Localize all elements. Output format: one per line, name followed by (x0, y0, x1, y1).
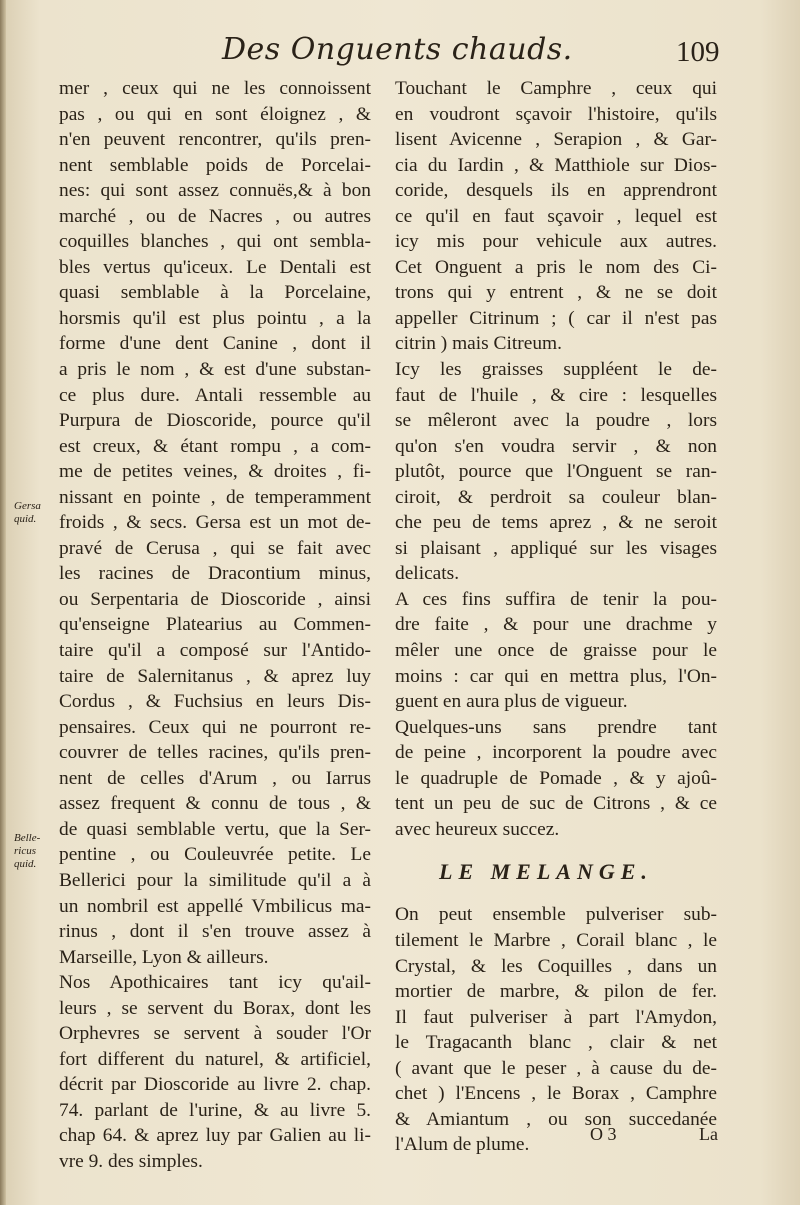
text-line: le quadruple de Pomade , & y ajoû- (395, 767, 717, 789)
text-line: n'en peuvent rencontrer, qu'ils pren- (59, 129, 371, 151)
text-line: mer , ceux qui ne les connoissent (59, 78, 371, 99)
text-line: taire qu'il a composé sur l'Antido- (59, 640, 371, 662)
text-line: rinus , dont il s'en trouve assez à (59, 921, 371, 943)
text-line: nent semblable poids de Porcelai- (59, 154, 371, 176)
text-line: mortier de marbre, & pilon de fer. (395, 981, 717, 1003)
text-line: quasi semblable à la Porcelaine, (59, 282, 371, 304)
text-line: se mêleront avec la poudre , lors (395, 410, 717, 432)
text-line: nissant en pointe , de temperamment (59, 486, 371, 508)
text-line: leurs , se servent du Borax, dont les (59, 997, 371, 1019)
text-line: de quasi semblable vertu, que la Ser- (59, 818, 371, 840)
text-line: pensaires. Ceux qui ne pourront re- (59, 716, 371, 738)
text-line: Cordus , & Fuchsius en leurs Dis- (59, 691, 371, 713)
text-line: plutôt, pource que l'Onguent se ran- (395, 461, 717, 483)
text-line: avec heureux succez. (395, 818, 560, 840)
text-line: pentine , ou Couleuvrée petite. Le (59, 844, 371, 866)
text-line: l'Alum de plume. (395, 1134, 530, 1156)
text-line: cia du Iardin , & Matthiole sur Dios- (395, 154, 717, 176)
text-line: taire de Salernitanus , & aprez luy (59, 665, 371, 687)
text-line: citrin ) mais Citreum. (395, 333, 562, 355)
text-line: fort different du naturel, & artificiel, (59, 1048, 371, 1070)
text-line: Cet Onguent a pris le nom des Ci- (395, 256, 717, 278)
text-line: Purpura de Dioscoride, pource qu'il (59, 410, 371, 432)
text-line: décrit par Dioscoride au livre 2. chap. (59, 1074, 371, 1096)
text-line: Quelques-uns sans prendre tant (395, 716, 717, 738)
text-line: faut de l'huile , & cire : lesquelles (395, 384, 717, 406)
text-line: a pris le nom , & est d'une substan- (59, 359, 371, 381)
text-line: pravé de Cerusa , qui se fait avec (59, 537, 371, 559)
page-gutter-shadow (0, 0, 6, 1205)
text-line: trons qui y entrent , & ne se doit (395, 282, 717, 304)
running-head: Des Onguents chauds. (222, 32, 573, 67)
right-column-bottom (395, 902, 717, 1157)
text-line: guent en aura plus de vigueur. (395, 691, 628, 713)
text-line: Icy les graisses suppléent le de- (395, 359, 717, 381)
text-line: Bellerici pour la similitude qu'il a à (59, 869, 371, 891)
text-line: tent un peu de suc de Citrons , & ce (395, 793, 717, 815)
text-line: nent de celles d'Arum , ou Iarrus (59, 767, 371, 789)
text-line: icy mis pour vehicule aux autres. (395, 231, 717, 253)
text-line: coride, desquels ils en apprendront (395, 180, 717, 202)
text-line: & Amiantum , ou son succedanée (395, 1108, 717, 1130)
text-line: Marseille, Lyon & ailleurs. (59, 946, 269, 968)
text-line: pas , ou qui en sont éloignez , & (59, 103, 371, 125)
text-line: nes: qui sont assez connuës,& à bon (59, 180, 371, 202)
text-line: moins : car qui en mettra plus, l'On- (395, 665, 717, 687)
right-column (395, 76, 717, 1158)
margin-note-gersa: Gersa quid. (14, 500, 41, 525)
text-line: les racines de Dracontium minus, (59, 563, 371, 585)
catchword: La (699, 1124, 718, 1144)
text-line: me de petites veines, & droites , fi- (59, 461, 371, 483)
text-line: ou Serpentaria de Dioscoride , ainsi (59, 588, 371, 610)
text-line: Touchant le Camphre , ceux qui (395, 78, 717, 99)
text-line: assez frequent & connu de tous , & (59, 793, 371, 815)
text-line: Orphevres se servent à souder l'Or (59, 1023, 371, 1045)
text-line: Il faut pulveriser à part l'Amydon, (395, 1006, 717, 1028)
text-line: si plaisant , appliqué sur les visages (395, 537, 717, 559)
text-line: ciroit, & perdroit sa couleur blan- (395, 486, 717, 508)
text-line: le Tragacanth blanc , clair & net (395, 1032, 717, 1054)
text-line: ce qu'il en faut sçavoir , lequel est (395, 205, 717, 227)
text-line: mêler une once de graisse pour le (395, 640, 717, 662)
text-line: che peu de tems aprez , & ne seroit (395, 512, 717, 534)
text-line: lisent Avicenne , Serapion , & Gar- (395, 129, 717, 151)
signature-mark: O 3 (590, 1124, 617, 1144)
text-line: 74. parlant de l'urine, & au livre 5. (59, 1099, 371, 1121)
text-line: horsmis qu'il est plus pointu , a la (59, 307, 371, 329)
text-line: dre faite , & pour une drachme y (395, 614, 717, 636)
margin-note-bellericus: Belle-ricus quid. (14, 832, 41, 870)
text-line: On peut ensemble pulveriser sub- (395, 904, 717, 926)
text-line: ce plus dure. Antali ressemble au (59, 384, 371, 406)
text-line: delicats. (395, 563, 460, 585)
text-line: coquilles blanches , qui ont sembla- (59, 231, 371, 253)
text-line: froids , & secs. Gersa est un mot de- (59, 512, 371, 534)
text-line: qu'on s'en voudra servir , & non (395, 435, 717, 457)
section-heading: LE MELANGE. (439, 859, 653, 885)
text-line: qu'enseigne Platearius au Commen- (59, 614, 371, 636)
left-column (59, 76, 371, 1175)
text-line: chap 64. & aprez luy par Galien au li- (59, 1125, 371, 1147)
text-line: un nombril est appellé Vmbilicus ma- (59, 895, 371, 917)
text-line: est creux, & étant rompu , a com- (59, 435, 371, 457)
page-number: 109 (676, 36, 720, 68)
text-line: marché , ou de Nacres , ou autres (59, 205, 371, 227)
text-line: ( avant que le peser , à cause du de- (395, 1057, 717, 1079)
text-line: Nos Apothicaires tant icy qu'ail- (59, 972, 371, 994)
text-line: A ces fins suffira de tenir la pou- (395, 588, 717, 610)
text-line: forme d'une dent Canine , dont il (59, 333, 371, 355)
text-line: bles vertus qu'iceux. Le Dentali est (59, 256, 371, 278)
right-column-top (395, 76, 717, 842)
text-line: vre 9. des simples. (59, 1150, 203, 1172)
text-line: en voudront sçavoir l'histoire, qu'ils (395, 103, 717, 125)
text-line: appeller Citrinum ; ( car il n'est pas (395, 307, 717, 329)
text-line: chet ) l'Encens , le Borax , Camphre (395, 1083, 717, 1105)
text-line: tilement le Marbre , Corail blanc , le (395, 929, 717, 951)
text-line: couvrer de telles racines, qu'ils pren- (59, 742, 371, 764)
text-line: Crystal, & les Coquilles , dans un (395, 955, 717, 977)
text-line: de peine , incorporent la poudre avec (395, 742, 717, 764)
